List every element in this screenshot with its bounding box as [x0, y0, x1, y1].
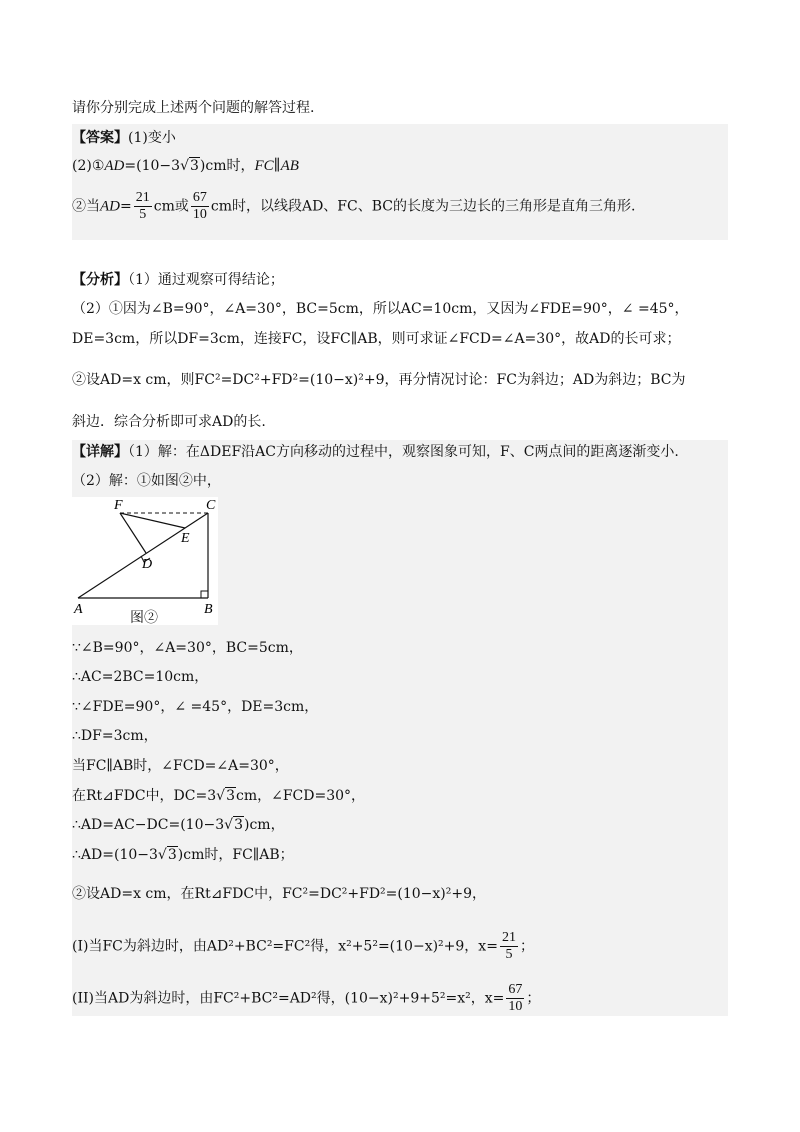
intro-line: 请你分别完成上述两个问题的解答过程.	[72, 100, 315, 116]
label-f: F	[114, 498, 123, 513]
detail-s9: ②设AD=x cm，在Rt⊿FDC中，FC²=DC²+FD²=(10−x)²+9，	[72, 886, 487, 902]
answer-part1: (1)变小	[128, 130, 176, 146]
analysis-line-3: DE=3cm，所以DF=3cm，连接FC，设FC∥AB，则可求证∠FCD=∠A=30°，故AD的长可求；	[72, 331, 681, 347]
fraction-67-10: $\frac{67}{10}$	[192, 190, 207, 222]
fraction-x-21-5: $\frac{21}{5}$	[501, 930, 516, 962]
figure-caption: 图②	[130, 610, 158, 626]
segment-ac	[78, 513, 208, 598]
fraction-21-5: $\frac{21}{5}$	[135, 190, 150, 222]
detail-s1: ∵∠B=90°，∠A=30°，BC=5cm，	[72, 640, 303, 656]
answer-line-2: (2)①AD=(10−3√3)cm时，FC∥AB	[72, 158, 299, 174]
detail-s4: ∴DF=3cm，	[72, 728, 158, 744]
label-b: B	[204, 602, 213, 617]
label-c: C	[206, 498, 216, 513]
answer-line-1	[72, 128, 176, 148]
detail-s3: ∵∠FDE=90°，∠ =45°，DE=3cm，	[72, 699, 319, 715]
right-angle-b	[201, 591, 208, 598]
analysis-line-4: ②设AD=x cm，则FC²=DC²+FD²=(10−x)²+9，再分情况讨论：FC为斜边；AD为斜边；BC为	[72, 372, 686, 388]
fraction-x-67-10: $\frac{67}{10}$	[508, 982, 523, 1014]
segment-fd	[120, 513, 146, 553]
detail-s2: ∴AC=2BC=10cm，	[72, 669, 209, 685]
label-d: D	[142, 557, 153, 572]
segment-fe	[120, 513, 185, 528]
analysis-line-2: （2）①因为∠B=90°，∠A=30°，BC=5cm，所以AC=10cm，又因为∠FDE=90°，∠ =45°，	[72, 301, 689, 317]
triangle-figure	[72, 497, 218, 625]
answer-line-3: ②当AD= $\frac{21}{5}$ cm或 $\frac{67}{10}$ cm时，以线段AD、FC、BC的长度为三边长的三角形是直角三角形.	[72, 190, 636, 222]
detail-line-1: 【详解】（1）解：在ΔDEF沿AC方向移动的过程中，观察图象可知，F、C两点间的距离逐渐变小.	[72, 444, 679, 460]
analysis-line-1: 【分析】（1）通过观察可得结论；	[72, 272, 284, 288]
triangle-diagram	[72, 497, 218, 625]
detail-s5: 当FC∥AB时，∠FCD=∠A=30°，	[72, 758, 289, 774]
answer-tag: 【答案】	[72, 130, 128, 146]
detail-line-2: （2）解：①如图②中，	[72, 473, 221, 489]
detail-s7: ∴AD=AC−DC=(10−3√3)cm，	[72, 817, 285, 833]
detail-s8: ∴AD=(10−3√3)cm时，FC∥AB；	[72, 847, 294, 863]
analysis-line-5: 斜边．综合分析即可求AD的长.	[72, 414, 266, 430]
detail-s6: 在Rt⊿FDC中，DC=3√3cm，∠FCD=30°，	[72, 788, 366, 804]
label-a: A	[74, 602, 83, 617]
detail-s10: (I)当FC为斜边时，由AD²+BC²=FC²得，x²+5²=(10−x)²+9，x= $\frac{21}{5}$ ；	[72, 930, 534, 962]
label-e: E	[181, 531, 190, 546]
detail-s11: (II)当AD为斜边时，由FC²+BC²=AD²得，(10−x)²+9+5²=x²，x= $\frac{67}{10}$ ；	[72, 982, 541, 1014]
